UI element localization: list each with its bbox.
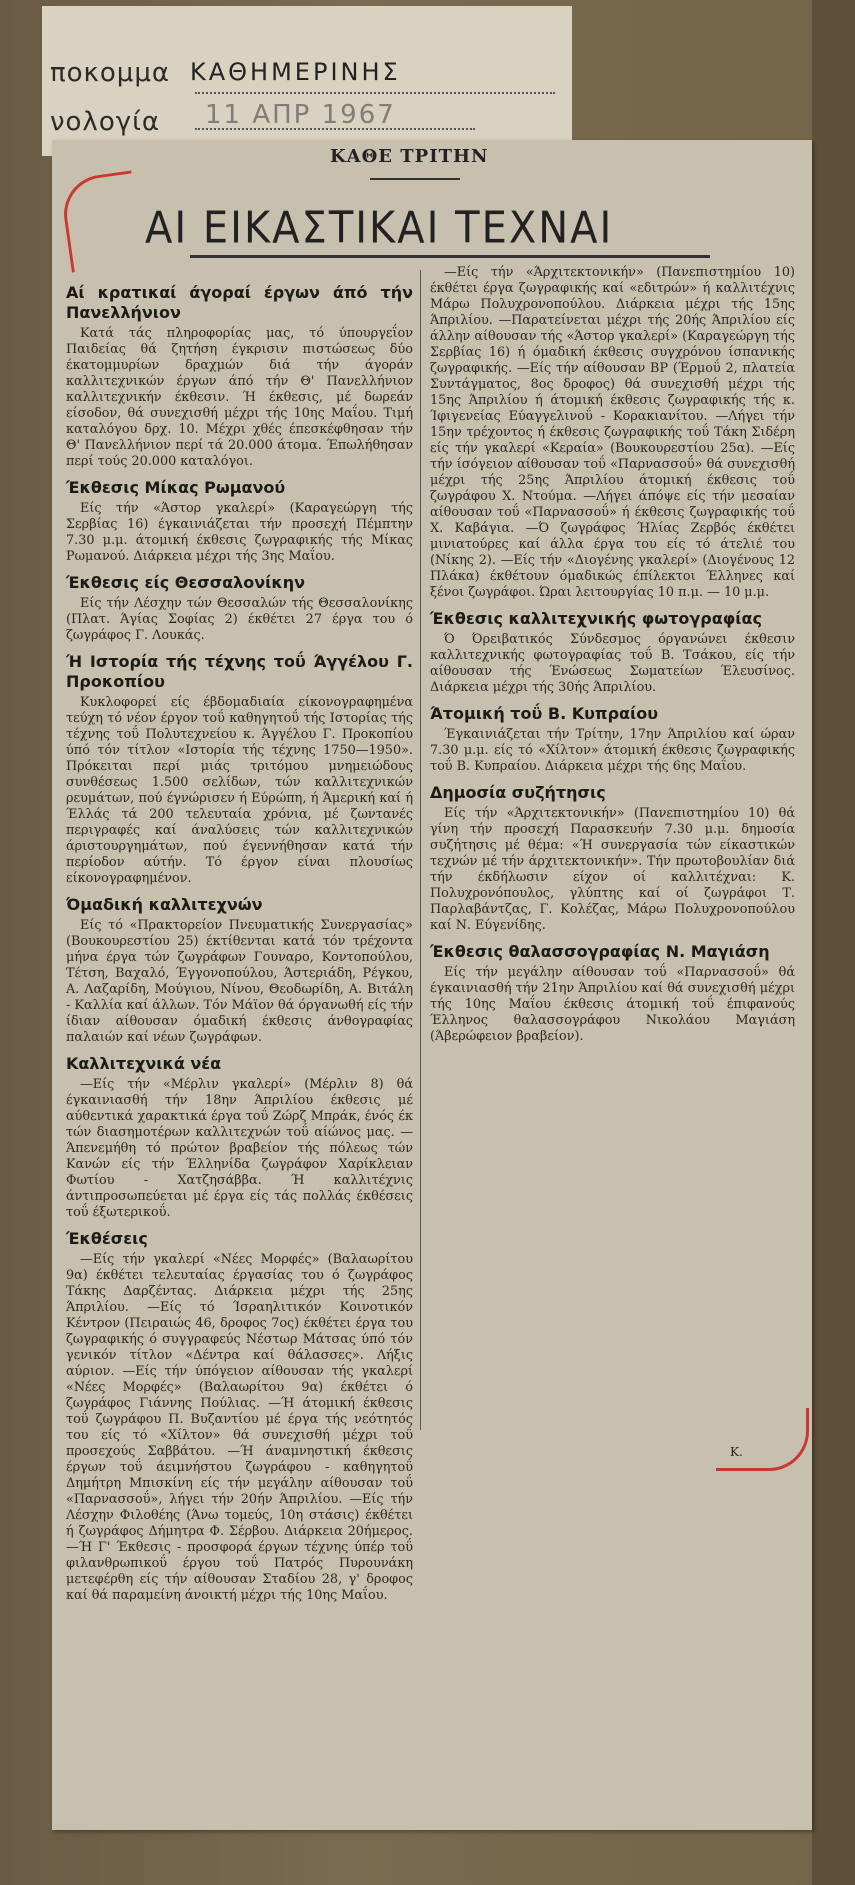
date-stamp: 11 ΑΠΡ 1967 — [205, 100, 396, 130]
left-column — [66, 275, 413, 1604]
section-heading: Ή Ιστορία τής τέχνης τοΰ Άγγέλου Γ. Προκοπίου — [66, 652, 413, 691]
header-rule — [370, 178, 460, 180]
section-body: —Είς τήν «Άρχιτεκτονικήν» (Πανεπιστημίου 10) έκθέτει έργα ζωγραφικής καί «εδιτρών» ή καλλιτέχνις Μάρω Πολυχρονοπούλου. Διάρκεια μέχρι τής 15ης Άπριλίου. —Παρατείνεται μέχρι τής 20ής Άπριλίου είς άλλην αίθουσαν τής «Άστορ γκαλερί» (Καραγεώργη τής Σερβίας 16) ή όμαδική έκθεσις συγχρόνου ίσπανικής ζωγραφικής. —Είς τήν αίθουσαν ΒΡ (Έρμοΰ 2, πλατεία Συντάγματος, 8ος δροφος) θά συνεχισθή μέχρι τής 15ης Άπριλίου ή άτομική έκθεσις ζωγραφικής τής κ. Ίφιγενείας Εύαγγελινοΰ - Κορακιανίτου. —Λήγει τήν 15ην τρέχοντος ή έκθεσις ζωγραφικής τοΰ Τάκη Σιδέρη είς τήν γκαλερί «Κεραία» (Βουκουρεστίου 25α). —Είς τήν ίσόγειον αίθουσαν τοΰ «Παρνασσοΰ» θά συνεχισθή μέχρι τής 25ης Άπριλίου άτομική έκθεσις τοΰ ζωγράφου Χ. Ντούμα. —Λήγει άπόψε είς τήν μεσαίαν αίθουσαν τοΰ «Παρνασσοΰ» ή έκθεσις ζωγραφικής τοΰ Χ. Καβάγια. —Ό ζωγράφος Ήλίας Ζερβός έκθέτει μινιατούρες καί άλλα έργα του είς τό άτελιέ του (Νίκης 2). —Είς τήν «Διογένης γκαλερί» (Διογένους 12 Πλάκα) έκθέτουν όμαδικώς έπίλεκτοι Έλληνες καί ξένοι ζωγράφοι. Ώραι λειτουργίας 10 π.μ. — 10 μ.μ. — [430, 265, 795, 600]
section-body: —Είς τήν «Μέρλιν γκαλερί» (Μέρλιν 8) θά έγκαινιασθή τήν 18ην Άπριλίου έκθεσις μέ αύθεντικά χαρακτικά έργα τοΰ Ζώρζ Μπράκ, ένός έκ τών διασημοτέρων καλλιτεχνών τοΰ αίώνος μας. —Άπενεμήθη τό πρώτον βραβείον τής πόλεως τών Κανών είς τήν Έλληνίδα ζωγράφον Χαρίκλειαν Φωτίου - Χατζησάββα. Ή καλλιτέχνις άντιπροσωπεύεται μέ έργα είς τάς πολλάς έκθέσεις τοΰ έξωτερικοΰ. — [66, 1077, 413, 1220]
newspaper-name-stamp: ΚΑΘΗΜΕΡΙΝΗΣ — [190, 58, 401, 86]
section-heading: Έκθεσις θαλασσογραφίας Ν. Μαγιάση — [430, 942, 770, 961]
article-title: ΑΙ ΕΙΚΑΣΤΙΚΑΙ ΤΕΧΝΑΙ — [145, 202, 614, 254]
section-heading: Έκθεσις Μίκας Ρωμανού — [66, 478, 286, 497]
section-body: Είς τήν μεγάλην αίθουσαν τοΰ «Παρνασσοΰ» θά έγκαινιασθή τήν 21ην Άπριλίου καί θά συνεχισθή μέχρι τής 10ης Μαΐου έκθεσις άτομική τοΰ έπιφανούς Έλληνος θαλασσογράφου Νικολάου Μαγιάση (Άβερώφειον βραβείον). — [430, 965, 795, 1044]
dotted-line-2 — [195, 128, 475, 130]
author-initial: Κ. — [730, 1445, 743, 1459]
section-body: Είς τήν «Άρχιτεκτονικήν» (Πανεπιστημίου 10) θά γίνη τήν προσεχή Παρασκευήν 7.30 μ.μ. δημοσία συζήτησις μέ θέμα: «Ή συνεργασία τών είκαστικών τεχνών μέ τήν άρχιτεκτονικήν». Τήν πρωτοβουλίαν διά τήν έκδήλωσιν είχον οί καλλιτέχναι: Κ. Πολυχρονόπουλος, γλύπτης καί οί ζωγράφοι Τ. Παρλαβάντζας, Γ. Κολέζας, Μάρω Πολυχρονοπούλου καί Ν. Εύγενίδης. — [430, 806, 795, 933]
section-body: Είς τήν Λέσχην τών Θεσσαλών τής Θεσσαλονίκης (Πλατ. Άγίας Σοφίας 2) έκθέτει 27 έργα του ό ζωγράφος Γ. Λουκάς. — [66, 596, 413, 643]
section-heading: Όμαδική καλλιτεχνών — [66, 895, 263, 914]
archive-label-line2: νολογία — [50, 107, 161, 137]
section-body: Έγκαινιάζεται τήν Τρίτην, 17ην Άπριλίου καί ώραν 7.30 μ.μ. είς τό «Χίλτον» άτομική έκθεσις ζωγραφικής τοΰ Β. Κυπραίου. Διάρκεια μέχρι τής 6ης Μαΐου. — [430, 727, 795, 774]
section-body: Κυκλοφορεί είς έβδομαδιαία είκονογραφημένα τεύχη τό νέον έργον τοΰ καθηγητοΰ τής Ιστορίας τής τέχνης τοΰ Πολυτεχνείου κ. Άγγέλου Γ. Προκοπίου ύπό τόν τίτλον «Ιστορία τής τέχνης 1750—1950». Πρόκειται περί μιάς τριτόμου μνημειώδους συνθέσεως 1.500 σελίδων, τών καλλιτεχνικών ρευμάτων, πού έγνώρισεν ή Εύρώπη, ή Άμερική καί ή Έλλάς τά 200 τελευταία χρόνια, μέ ζωντανές περιγραφές καί άναλύσεις τών καλλιτεχνικών άριστουργημάτων, πού έγεννήθησαν κατά τήν περίοδον αύτήν. Τό έργον είναι πλουσίως είκονογραφημένον. — [66, 695, 413, 886]
section-heading: Άτομική τοΰ Β. Κυπραίου — [430, 704, 659, 723]
section-body: Κατά τάς πληροφορίας μας, τό ύπουργεΐον Παιδείας θά ζητήση έγκρισιν πιστώσεως δύο έκατομμυρίων δραχμών διά τήν άγοράν καλλιτεχνικών έργων άπό τήν Θ' Πανελλήνιον καλλιτεχνικήν έκθεσιν. Ή έκθεσις, μέ δωρεάν είσοδον, θά συνεχισθή μέχρι τής 10ης Μαΐου. Τιμή καταλόγου δρχ. 10. Μέχρι χθές έπεσκέφθησαν τήν Θ' Πανελλήνιον περί τά 20.000 άτομα. Έπωλήθησαν περί τούς 20.000 καταλόγοι. — [66, 326, 413, 469]
archive-label-line1: ποκομμα — [50, 58, 171, 88]
column-divider — [420, 270, 421, 1430]
section-heading: Δημοσία συζήτησις — [430, 783, 606, 802]
section-body: Είς τό «Πρακτορείον Πνευματικής Συνεργασίας» (Βουκουρεστίου 25) έκτίθενται κατά τόν τρέχοντα μήνα έργα τών ζωγράφων Γουναρο, Κοντοπούλου, Τέτση, Βαχαλό, Έγγονοπούλου, Άστεριάδη, Ρέγκου, Α. Λαζαρίδη, Μούγιου, Νίνου, Θεοδωρίδη, Α. Βιτάλη - Καλλία καί άλλων. Τόν Μάϊον θά όργανωθή είς τήν ίδιαν αίθουσαν όμαδική έκθεσις άνθογραφίας παλαιών καί νέων ζωγράφων. — [66, 918, 413, 1045]
section-heading: Καλλιτεχνικά νέα — [66, 1054, 222, 1073]
section-heading: Έκθεσις είς Θεσσαλονίκην — [66, 573, 306, 592]
title-rule — [190, 255, 710, 258]
section-body: Ό Όρειβατικός Σύνδεσμος όργανώνει έκθεσιν καλλιτεχνικής φωτογραφίας τοΰ Β. Τσάκου, είς τήν αίθουσαν τής Ένώσεως Σωματείων Έλευσίνος. Διάρκεια μέχρι τής 30ής Άπριλίου. — [430, 632, 795, 695]
dotted-line — [195, 92, 555, 94]
column-header: ΚΑΘΕ ΤΡΙΤΗΝ — [330, 146, 489, 167]
board-edge — [812, 0, 855, 1885]
section-heading: Έκθέσεις — [66, 1229, 148, 1248]
section-body: Είς τήν «Άστορ γκαλερί» (Καραγεώργη τής Σερβίας 16) έγκαινιάζεται τήν προσεχή Πέμπτην 7.30 μ.μ. άτομική έκθεσις ζωγραφικής τής Μίκας Ρωμανού. Διάρκεια μέχρι τής 3ης Μαΐου. — [66, 501, 413, 564]
section-body: —Είς τήν γκαλερί «Νέες Μορφές» (Βαλαωρίτου 9α) έκθέτει τελευταίας έργασίας του ό ζωγράφος Τάκης Δαρζέντας. Διάρκεια μέχρι τής 25ης Άπριλίου. —Είς τό Ίσραηλιτικόν Κοινοτικόν Κέντρον (Πειραιώς 46, δροφος 7ος) έκθέτει έργα του ζωγραφικής ό συγγραφεύς Νέστωρ Μάτσας ύπό τόν γενικόν τίτλον «Δέντρα καί θάλασσες». Λήξις αύριον. —Είς τήν ύπόγειον αίθουσαν τής γκαλερί «Νέες Μορφές» (Βαλαωρίτου 9α) έκθέτει ό ζωγράφος Γιάννης Πούλιας. —Ή άτομική έκθεσις τοΰ ζωγράφου Π. Βυζαντίου μέ έργα τής νεότητός του είς τό «Χίλτον» θά συνεχισθή μέχρι τοΰ προσεχούς Σαββάτου. —Ή άναμνηστική έκθεσις έργων τοΰ άειμνήστου ζωγράφου - καθηγητοΰ Δημήτρη Μπισκίνη είς τήν μεγάλην αίθουσαν τοΰ «Παρνασσοΰ», λήγει τήν 20ήν Άπριλίου. —Είς τήν Λέσχην Φιλοθέης (Άνω τομεύς, 10η στάσις) έκθέτει ή ζωγράφος Δήμητρα Φ. Σέρβου. Διάρκεια 20ήμερος. —Ή Γ' Έκθεσις - προσφορά έργων τέχνης ύπέρ τοΰ φιλανθρωπικοΰ έργου τοΰ Πατρός Πυρουνάκη μετεφέρθη είς τήν αίθουσαν Σταδίου 28, γ' δροφος καί θά παραμείνη άνοικτή μέχρι τής 10ης Μαΐου. — [66, 1252, 413, 1603]
right-column — [430, 265, 795, 1045]
section-heading: Αί κρατικαί άγοραί έργων άπό τήν Πανελλήνιον — [66, 283, 413, 322]
section-heading: Έκθεσις καλλιτεχνικής φωτογραφίας — [430, 609, 762, 628]
